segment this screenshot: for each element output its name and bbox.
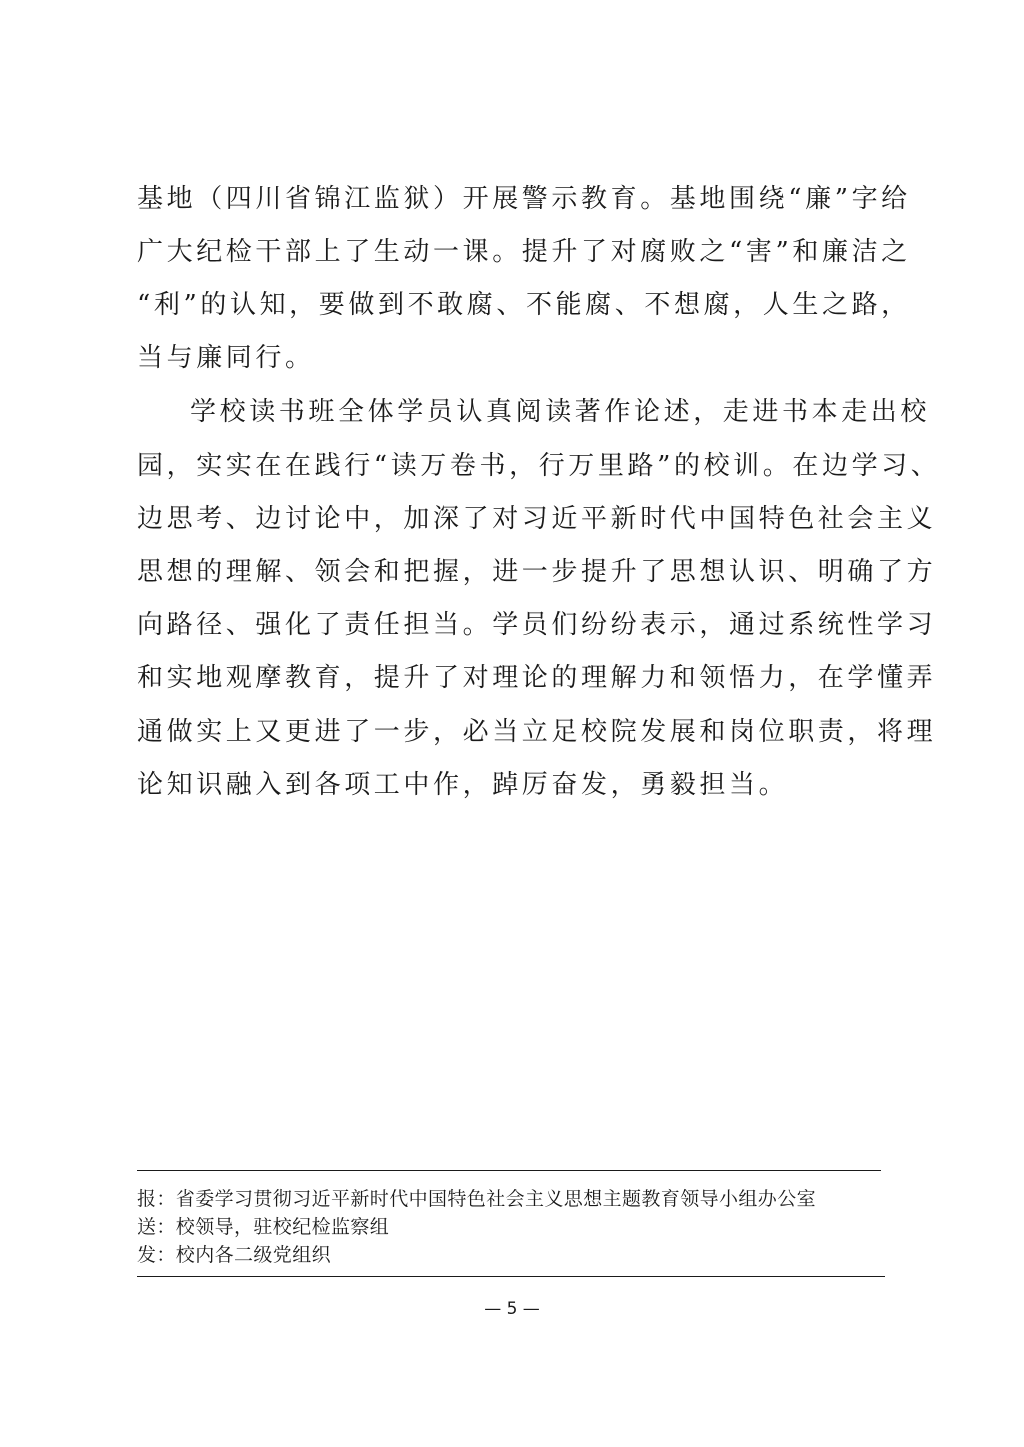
distribution-issue-to: 发：校内各二级党组织 <box>137 1244 332 1266</box>
body-text-line: 和实地观摩教育，提升了对理论的理解力和领悟力，在学懂弄 <box>137 663 937 693</box>
body-text-line: 广大纪检干部上了生动一课。提升了对腐败之“害”和廉洁之 <box>137 237 911 267</box>
distribution-top-rule <box>137 1170 881 1171</box>
body-text-line: 论知识融入到各项工中作，踔厉奋发，勇毅担当。 <box>137 770 789 800</box>
body-text-line: 思想的理解、领会和把握，进一步提升了思想认识、明确了方 <box>137 557 937 587</box>
body-text-line: 当与廉同行。 <box>137 343 315 373</box>
page-number: — 5 — <box>484 1299 540 1319</box>
body-text-line: 向路径、强化了责任担当。学员们纷纷表示，通过系统性学习 <box>137 610 937 640</box>
body-text-line: 基地（四川省锦江监狱）开展警示教育。基地围绕“廉”字给 <box>137 184 911 214</box>
body-text-line: 通做实上又更进了一步，必当立足校院发展和岗位职责，将理 <box>137 717 937 747</box>
distribution-send-to: 送：校领导，驻校纪检监察组 <box>137 1216 390 1238</box>
body-text-line: “利”的认知，要做到不敢腐、不能腐、不想腐，人生之路， <box>137 290 911 320</box>
distribution-report-to: 报：省委学习贯彻习近平新时代中国特色社会主义思想主题教育领导小组办公室 <box>137 1188 817 1210</box>
body-text-line: 园，实实在在践行“读万卷书，行万里路”的校训。在边学习、 <box>137 451 941 481</box>
body-text-line: 学校读书班全体学员认真阅读著作论述，走进书本走出校 <box>190 397 931 427</box>
distribution-bottom-rule <box>137 1276 885 1277</box>
body-text-line: 边思考、边讨论中，加深了对习近平新时代中国特色社会主义 <box>137 504 937 534</box>
